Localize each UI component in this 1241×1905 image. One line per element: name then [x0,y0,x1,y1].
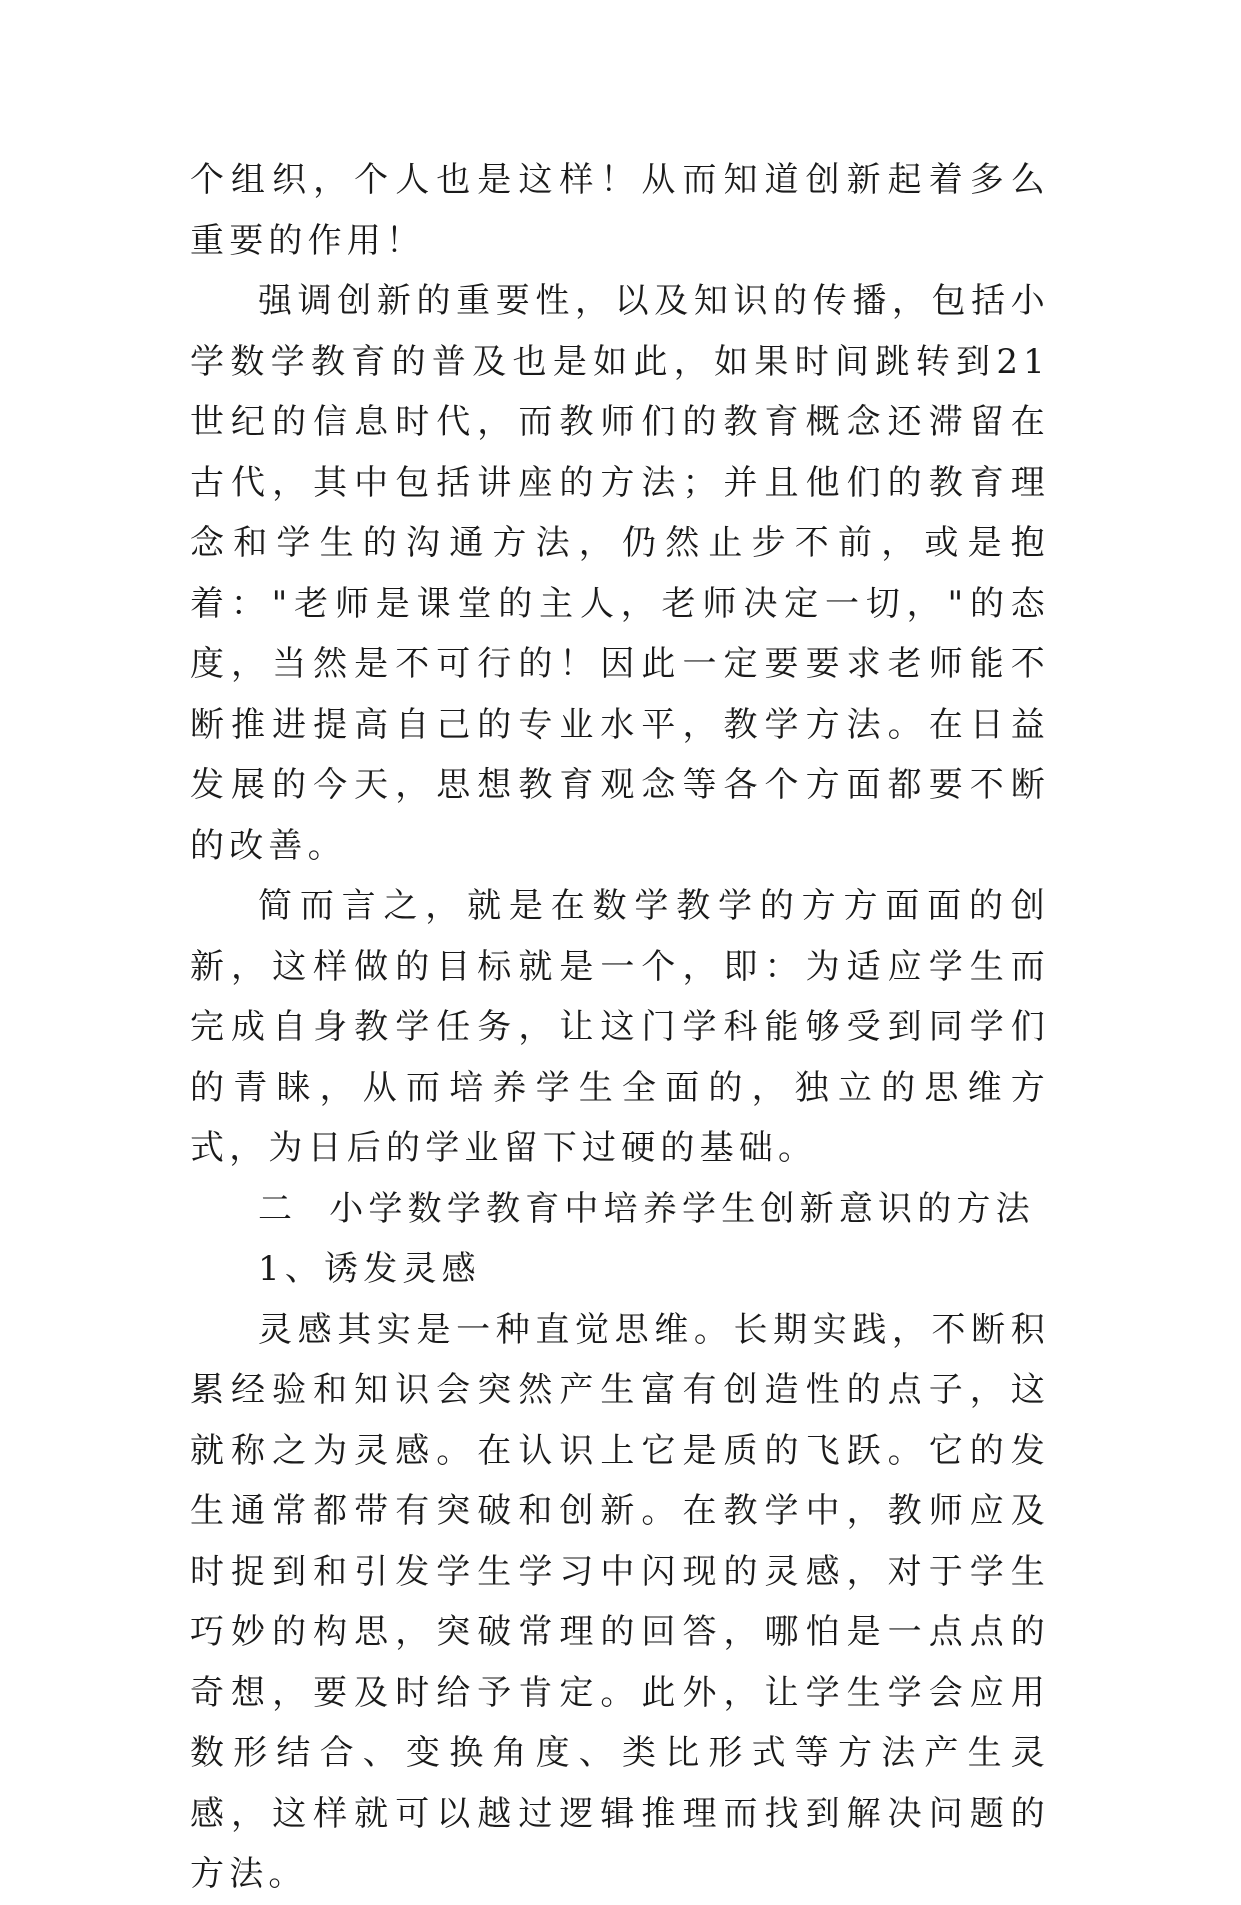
paragraph-innovation-importance: 强调创新的重要性，以及知识的传播，包括小学数学教育的普及也是如此，如果时间跳转到21世纪的信息时代，而教师们的教育概念还滞留在古代，其中包括讲座的方法；并且他们的教育理念和学生的沟通方法，仍然止步不前，或是抱着："老师是课堂的主人，老师决定一切，"的态度，当然是不可行的！因此一定要要求老师能不断推进提高自己的专业水平，教学方法。在日益发展的今天，思想教育观念等各个方面都要不断的改善。 [190,281,1050,866]
subsection-heading: 1、诱发灵感 [258,1249,481,1289]
paragraph-summary: 简而言之，就是在数学教学的方方面面的创新，这样做的目标就是一个，即：为适应学生而完成自身教学任务，让这门学科能够受到同学们的青睐，从而培养学生全面的，独立的思维方式，为日后的学业留下过硬的基础。 [190,886,1050,1168]
document-page [190,150,1050,1905]
paragraph-inspiration: 灵感其实是一种直觉思维。长期实践，不断积累经验和知识会突然产生富有创造性的点子，这就称之为灵感。在认识上它是质的飞跃。它的发生通常都带有突破和创新。在教学中，教师应及时捉到和引发学生学习中闪现的灵感，对于学生巧妙的构思，突破常理的回答，哪怕是一点点的奇想，要及时给予肯定。此外，让学生学会应用数形结合、变换角度、类比形式等方法产生灵感，这样就可以越过逻辑推理而找到解决问题的方法。 [190,1309,1050,1894]
paragraph-continuation: 个组织，个人也是这样！从而知道创新起着多么重要的作用！ [190,160,1050,261]
section-heading: 二 小学数学教育中培养学生创新意识的方法 [258,1188,1035,1229]
